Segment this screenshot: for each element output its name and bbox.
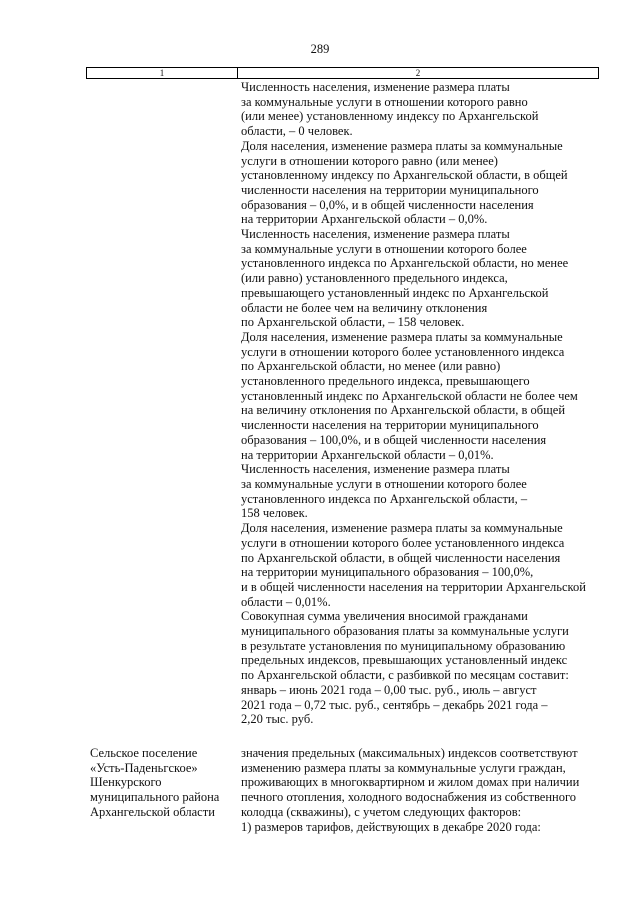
indicators-text-line: услуги в отношении которого равно (или менее) — [241, 153, 498, 168]
indicators-text-line: Численность населения, изменение размера платы — [241, 227, 510, 242]
index-factors-text-block — [241, 746, 601, 834]
indicators-text-line: установленного предельного индекса, превышающего — [241, 374, 530, 389]
indicators-text-line: по Архангельской области, – 158 человек. — [241, 315, 465, 330]
indicators-text-line: Численность населения, изменение размера платы — [241, 462, 510, 477]
indicators-text-line: по Архангельской области, в общей численности населения — [241, 550, 561, 565]
indicators-text-line: Доля населения, изменение размера платы за коммунальные — [241, 138, 563, 153]
table-header-col-2: 2 — [415, 68, 421, 78]
indicators-text-line: 2,20 тыс. руб. — [241, 712, 314, 727]
table-header-col-1: 1 — [87, 68, 238, 78]
indicators-text-line: области – 0,01%. — [241, 594, 331, 609]
municipality-name-line: «Усть-Паденьгское» — [90, 760, 198, 775]
indicators-text-line: Доля населения, изменение размера платы за коммунальные — [241, 521, 563, 536]
indicators-text-line: предельных индексов, превышающих установленный индекс — [241, 653, 568, 668]
indicators-text-block — [241, 80, 601, 727]
index-factors-text-line: значения предельных (максимальных) индексов соответствуют — [241, 746, 578, 760]
indicators-text-line: численности населения на территории муниципального — [241, 418, 539, 433]
indicators-text-line: образования – 100,0%, и в общей численности населения — [241, 432, 547, 447]
indicators-text-line: установленного индекса по Архангельской области, но менее — [241, 256, 569, 271]
index-factors-text-line: 1) размеров тарифов, действующих в декабре 2020 года: — [241, 819, 541, 834]
indicators-text-line: услуги в отношении которого более установленного индекса — [241, 344, 565, 359]
page-number: 289 — [310, 42, 330, 56]
indicators-text-line: 2021 года – 0,72 тыс. руб., сентябрь – декабрь 2021 года – — [241, 697, 548, 712]
indicators-text-line: за коммунальные услуги в отношении которого более — [241, 476, 527, 491]
indicators-text-line: области, – 0 человек. — [241, 124, 353, 139]
indicators-text-line: и в общей численности населения на территории Архангельской — [241, 579, 586, 594]
indicators-text-line: Доля населения, изменение размера платы за коммунальные — [241, 329, 563, 344]
indicators-text-line: январь – июнь 2021 года – 0,00 тыс. руб., июль – август — [241, 682, 537, 697]
index-factors-text-line: печного отопления, холодного водоснабжения из собственного — [241, 790, 577, 805]
indicators-text-line: (или менее) установленному индексу по Архангельской — [241, 109, 539, 124]
indicators-text-line: установленному индексу по Архангельской области, в общей — [241, 168, 568, 183]
index-factors-text-line: изменению размера платы за коммунальные услуги граждан, — [241, 760, 566, 775]
index-factors-text-line: проживающих в многоквартирном и жилом домах при наличии — [241, 775, 580, 790]
indicators-text-line: образования – 0,0%, и в общей численности населения — [241, 197, 534, 212]
municipality-name-line: Сельское поселение — [90, 746, 198, 760]
index-factors-text-line: колодца (скважины), с учетом следующих факторов: — [241, 804, 522, 819]
indicators-text-line: по Архангельской области, с разбивкой по месяцам составит: — [241, 668, 569, 683]
indicators-text-line: численности населения на территории муниципального — [241, 182, 539, 197]
indicators-text-line: на территории муниципального образования – 100,0%, — [241, 565, 534, 580]
table-header-row — [86, 67, 599, 79]
indicators-text-line: за коммунальные услуги в отношении которого более — [241, 241, 527, 256]
indicators-text-line: в результате установления по муниципальному образованию — [241, 638, 566, 653]
indicators-text-line: Совокупная сумма увеличения вносимой гражданами — [241, 609, 528, 624]
indicators-text-line: по Архангельской области, но менее (или равно) — [241, 359, 501, 374]
indicators-text-line: превышающего установленный индекс по Архангельской — [241, 285, 549, 300]
indicators-text-line: услуги в отношении которого более установленного индекса — [241, 535, 565, 550]
municipality-name-line: муниципального района — [90, 790, 220, 805]
indicators-text-line: Численность населения, изменение размера платы — [241, 80, 510, 94]
indicators-text-line: за коммунальные услуги в отношении которого равно — [241, 94, 528, 109]
indicators-text-line: 158 человек. — [241, 506, 308, 521]
indicators-text-line: (или равно) установленного предельного индекса, — [241, 271, 508, 286]
municipality-name-line: Шенкурского — [90, 775, 162, 790]
indicators-text-line: на территории Архангельской области – 0,01%. — [241, 447, 494, 462]
indicators-text-line: установленный индекс по Архангельской области не более чем — [241, 388, 578, 403]
indicators-text-line: на территории Архангельской области – 0,0%. — [241, 212, 488, 227]
municipality-name — [90, 746, 240, 820]
indicators-text-line: на величину отклонения по Архангельской области, в общей — [241, 403, 566, 418]
indicators-text-line: установленного индекса по Архангельской области, – — [241, 491, 528, 506]
municipality-name-line: Архангельской области — [90, 804, 215, 819]
indicators-text-line: области не более чем на величину отклонения — [241, 300, 488, 315]
indicators-text-line: муниципального образования платы за коммунальные услуги — [241, 624, 569, 639]
